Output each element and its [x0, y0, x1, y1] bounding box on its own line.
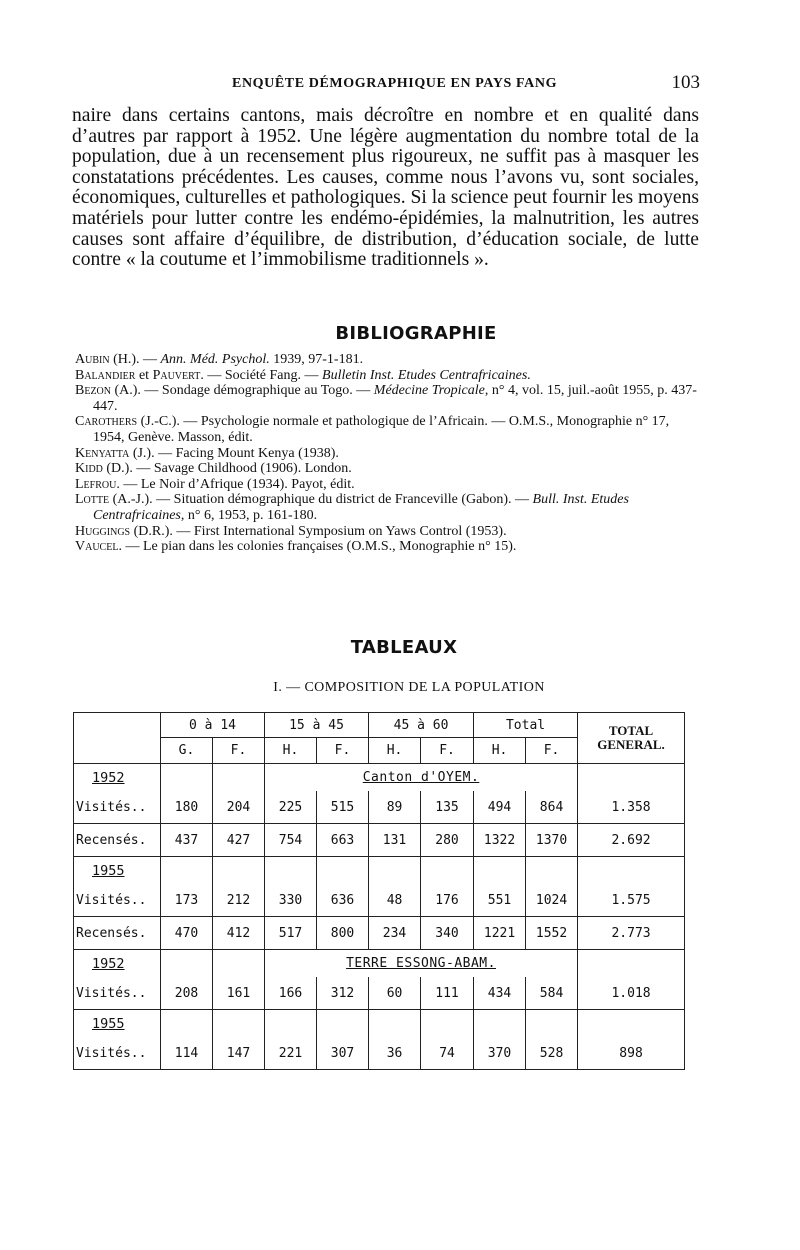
- section-label: [265, 950, 578, 978]
- year-row: [74, 764, 685, 792]
- row-label: Visités..: [74, 791, 161, 824]
- year-label: [74, 1010, 161, 1038]
- bib-entry-text: Ann. Méd. Psychol.: [160, 352, 270, 367]
- table-cell: 551: [474, 884, 526, 917]
- table-cell: 517: [265, 917, 317, 950]
- bib-entry: [75, 477, 700, 493]
- table-cell: 494: [474, 791, 526, 824]
- table-row: [74, 791, 685, 824]
- bibliography-heading: BIBLIOGRAPHIE: [335, 323, 497, 344]
- empty-cell: [369, 1010, 421, 1038]
- table-cell: 2.773: [578, 917, 685, 950]
- year-label: [74, 950, 161, 978]
- table-cell: 111: [421, 977, 474, 1010]
- bib-entry-text: Kenyatta: [75, 445, 130, 461]
- empty-cell: [317, 857, 369, 885]
- table-row: [74, 977, 685, 1010]
- table-row: [74, 884, 685, 917]
- table-cell: 800: [317, 917, 369, 950]
- year-row: [74, 857, 685, 885]
- sex-header: F.: [421, 738, 474, 764]
- bib-entry-text: . — Le Noir d’Afrique (1934). Payot, édit.: [116, 476, 355, 492]
- age-group-header: 0 à 14: [161, 713, 265, 738]
- table-cell: 135: [421, 791, 474, 824]
- table-cell: 1322: [474, 824, 526, 857]
- year-label: [74, 857, 161, 885]
- empty-cell: [265, 857, 317, 885]
- bib-entry-text: Bull. Inst. Etudes Centrafricaines: [93, 492, 629, 523]
- bib-entry-text: Aubin: [75, 352, 110, 367]
- table-cell: 225: [265, 791, 317, 824]
- running-title: ENQUÊTE DÉMOGRAPHIQUE EN PAYS FANG: [232, 76, 558, 91]
- bib-entry-text: (J.). — Facing Mount Kenya (1938).: [129, 445, 339, 461]
- bib-entry-text: Médecine Tropicale: [373, 383, 485, 399]
- row-label: Visités..: [74, 977, 161, 1010]
- empty-cell: [161, 1010, 213, 1038]
- table-cell: 212: [213, 884, 265, 917]
- empty-cell: [369, 857, 421, 885]
- bib-entry-text: (A.-J.). — Situation démographique du district de Franceville (Gabon). —: [109, 492, 533, 508]
- bib-entry-text: Pauvert: [152, 367, 201, 383]
- table-cell: 89: [369, 791, 421, 824]
- bib-entry-text: (D.). — Savage Childhood (1906). London.: [102, 461, 352, 477]
- empty-cell: [526, 1010, 578, 1038]
- table-cell: 60: [369, 977, 421, 1010]
- age-group-header-row: [74, 713, 685, 738]
- table-cell: 434: [474, 977, 526, 1010]
- row-label: Visités..: [74, 1037, 161, 1070]
- empty-cell: [161, 764, 213, 792]
- year-row: [74, 950, 685, 978]
- total-general-header: [578, 713, 685, 764]
- empty-cell: [213, 1010, 265, 1038]
- table-cell: 36: [369, 1037, 421, 1070]
- table-row: [74, 824, 685, 857]
- body-paragraph: naire dans certains cantons, mais décroître en nombre et en qualité dans d’autres par rapport à 1952. Une légère augmentation du nombre total de la population, due à un recensement plus rigoureux, ne suffit pas à masquer les constatations précédentes. Les causes, comme nous l’avons vu, sont sociales, économiques, culturelles et pathologiques. Si la science peut fournir les moyens matériels pour lutter contre les endémo-épidémies, la malnutrition, les autres causes sont affaire d’équilibre, de distribution, d’éducation sociale, de lutte contre « la coutume et l’immobilisme traditionnels ».: [72, 105, 699, 271]
- table-cell: 663: [317, 824, 369, 857]
- table-cell: 898: [578, 1037, 685, 1070]
- empty-cell: [578, 950, 685, 978]
- bibliography-list: [75, 352, 700, 555]
- page-number: 103: [671, 72, 700, 93]
- table-cell: 427: [213, 824, 265, 857]
- bib-entry-text: Kidd: [75, 461, 103, 477]
- table-cell: 2.692: [578, 824, 685, 857]
- bib-entry: [75, 368, 700, 384]
- label-text: 1952: [92, 955, 125, 972]
- table-cell: 307: [317, 1037, 369, 1070]
- empty-cell: [421, 857, 474, 885]
- year-row: [74, 1010, 685, 1038]
- bib-entry: [75, 414, 700, 445]
- sex-header: H.: [369, 738, 421, 764]
- bib-entry-text: et: [135, 367, 153, 383]
- empty-cell: [474, 857, 526, 885]
- table-cell: 180: [161, 791, 213, 824]
- table-cell: 74: [421, 1037, 474, 1070]
- bib-entry-text: 1939, 97-1-181.: [269, 352, 364, 367]
- empty-cell: [578, 764, 685, 792]
- table-cell: 48: [369, 884, 421, 917]
- table-row: [74, 917, 685, 950]
- table-cell: 280: [421, 824, 474, 857]
- table-cell: 515: [317, 791, 369, 824]
- empty-cell: [474, 1010, 526, 1038]
- label-text: TERRE ESSONG-ABAM.: [346, 956, 496, 971]
- label-text: Canton d'OYEM.: [362, 770, 480, 785]
- tables-heading: TABLEAUX: [350, 637, 458, 658]
- bib-entry-text: Lotte: [75, 492, 110, 508]
- bib-entry: [75, 524, 700, 540]
- age-group-header: 45 à 60: [369, 713, 474, 738]
- bib-entry: [75, 446, 700, 462]
- table-cell: 1.018: [578, 977, 685, 1010]
- bib-entry: [75, 492, 700, 523]
- table-cell: 1.575: [578, 884, 685, 917]
- table-cell: 131: [369, 824, 421, 857]
- corner-cell: [74, 713, 161, 764]
- bib-entry-text: Balandier: [75, 367, 136, 383]
- table-cell: 114: [161, 1037, 213, 1070]
- age-group-header: 15 à 45: [265, 713, 369, 738]
- table-cell: 470: [161, 917, 213, 950]
- bib-entry-text: , n° 4, vol. 15, juil.-août 1955, p. 437-447.: [93, 383, 697, 414]
- empty-cell: [578, 1010, 685, 1038]
- bib-entry-text: , n° 6, 1953, p. 161-180.: [180, 507, 318, 523]
- population-table: [73, 712, 685, 1070]
- table-cell: 161: [213, 977, 265, 1010]
- section-label: [265, 764, 578, 792]
- table-cell: 437: [161, 824, 213, 857]
- bib-entry-text: Vaucel: [75, 539, 119, 555]
- table-cell: 1.358: [578, 791, 685, 824]
- label-text: 1955: [92, 1015, 125, 1032]
- label-text: 1955: [92, 862, 125, 879]
- table-cell: 864: [526, 791, 578, 824]
- empty-cell: [213, 950, 265, 978]
- label-text: TOTAL: [608, 723, 654, 738]
- bib-entry-text: Bulletin Inst. Etudes Centrafricaines.: [322, 367, 531, 383]
- table-cell: 312: [317, 977, 369, 1010]
- empty-cell: [161, 857, 213, 885]
- bib-entry-text: Lefrou: [75, 476, 117, 492]
- bib-entry: [75, 539, 700, 555]
- label-text: 1952: [92, 769, 125, 786]
- empty-cell: [213, 764, 265, 792]
- sex-header: F.: [213, 738, 265, 764]
- bib-entry-text: Bezon: [75, 383, 111, 399]
- table-cell: 636: [317, 884, 369, 917]
- year-label: [74, 764, 161, 792]
- empty-cell: [421, 1010, 474, 1038]
- table-cell: 234: [369, 917, 421, 950]
- sex-header: G.: [161, 738, 213, 764]
- table-cell: 208: [161, 977, 213, 1010]
- table-cell: 584: [526, 977, 578, 1010]
- bib-entry-text: Carothers: [75, 414, 138, 430]
- table-cell: 340: [421, 917, 474, 950]
- bib-entry-text: . — Le pian dans les colonies françaises (O.M.S., Monographie n° 15).: [118, 539, 517, 555]
- empty-cell: [317, 1010, 369, 1038]
- table-cell: 528: [526, 1037, 578, 1070]
- running-header: [72, 72, 700, 96]
- table-cell: 176: [421, 884, 474, 917]
- sex-header: H.: [474, 738, 526, 764]
- table-cell: 1552: [526, 917, 578, 950]
- empty-cell: [265, 1010, 317, 1038]
- table-cell: 166: [265, 977, 317, 1010]
- table-cell: 754: [265, 824, 317, 857]
- label-text: GENERAL.: [597, 737, 665, 752]
- table-cell: 1024: [526, 884, 578, 917]
- sex-header: H.: [265, 738, 317, 764]
- sex-header: F.: [526, 738, 578, 764]
- table-cell: 204: [213, 791, 265, 824]
- table-row: [74, 1037, 685, 1070]
- table-cell: 1370: [526, 824, 578, 857]
- table-cell: 1221: [474, 917, 526, 950]
- row-label: Recensés.: [74, 917, 161, 950]
- table-caption: I. — COMPOSITION DE LA POPULATION: [273, 680, 545, 695]
- bib-entry-text: . — Société Fang. —: [200, 367, 323, 383]
- table-cell: 147: [213, 1037, 265, 1070]
- empty-cell: [213, 857, 265, 885]
- bib-entry: [75, 352, 700, 368]
- table-cell: 412: [213, 917, 265, 950]
- bib-entry: [75, 461, 700, 477]
- age-group-header: Total: [474, 713, 578, 738]
- table-cell: 173: [161, 884, 213, 917]
- table-cell: 330: [265, 884, 317, 917]
- table-cell: 370: [474, 1037, 526, 1070]
- bib-entry-text: (H.). —: [109, 352, 161, 367]
- row-label: Recensés.: [74, 824, 161, 857]
- bib-entry-text: (D.R.). — First International Symposium on Yaws Control (1953).: [130, 523, 507, 539]
- bib-entry-text: (J.-C.). — Psychologie normale et pathologique de l’Africain. — O.M.S., Monographie n° 17, 1954, Genève. Masson, édit.: [93, 414, 670, 445]
- empty-cell: [526, 857, 578, 885]
- row-label: Visités..: [74, 884, 161, 917]
- bib-entry-text: Huggings: [75, 523, 131, 539]
- sex-header: F.: [317, 738, 369, 764]
- table-cell: 221: [265, 1037, 317, 1070]
- empty-cell: [161, 950, 213, 978]
- bib-entry-text: (A.). — Sondage démographique au Togo. —: [111, 383, 374, 399]
- empty-cell: [578, 857, 685, 885]
- bib-entry: [75, 383, 700, 414]
